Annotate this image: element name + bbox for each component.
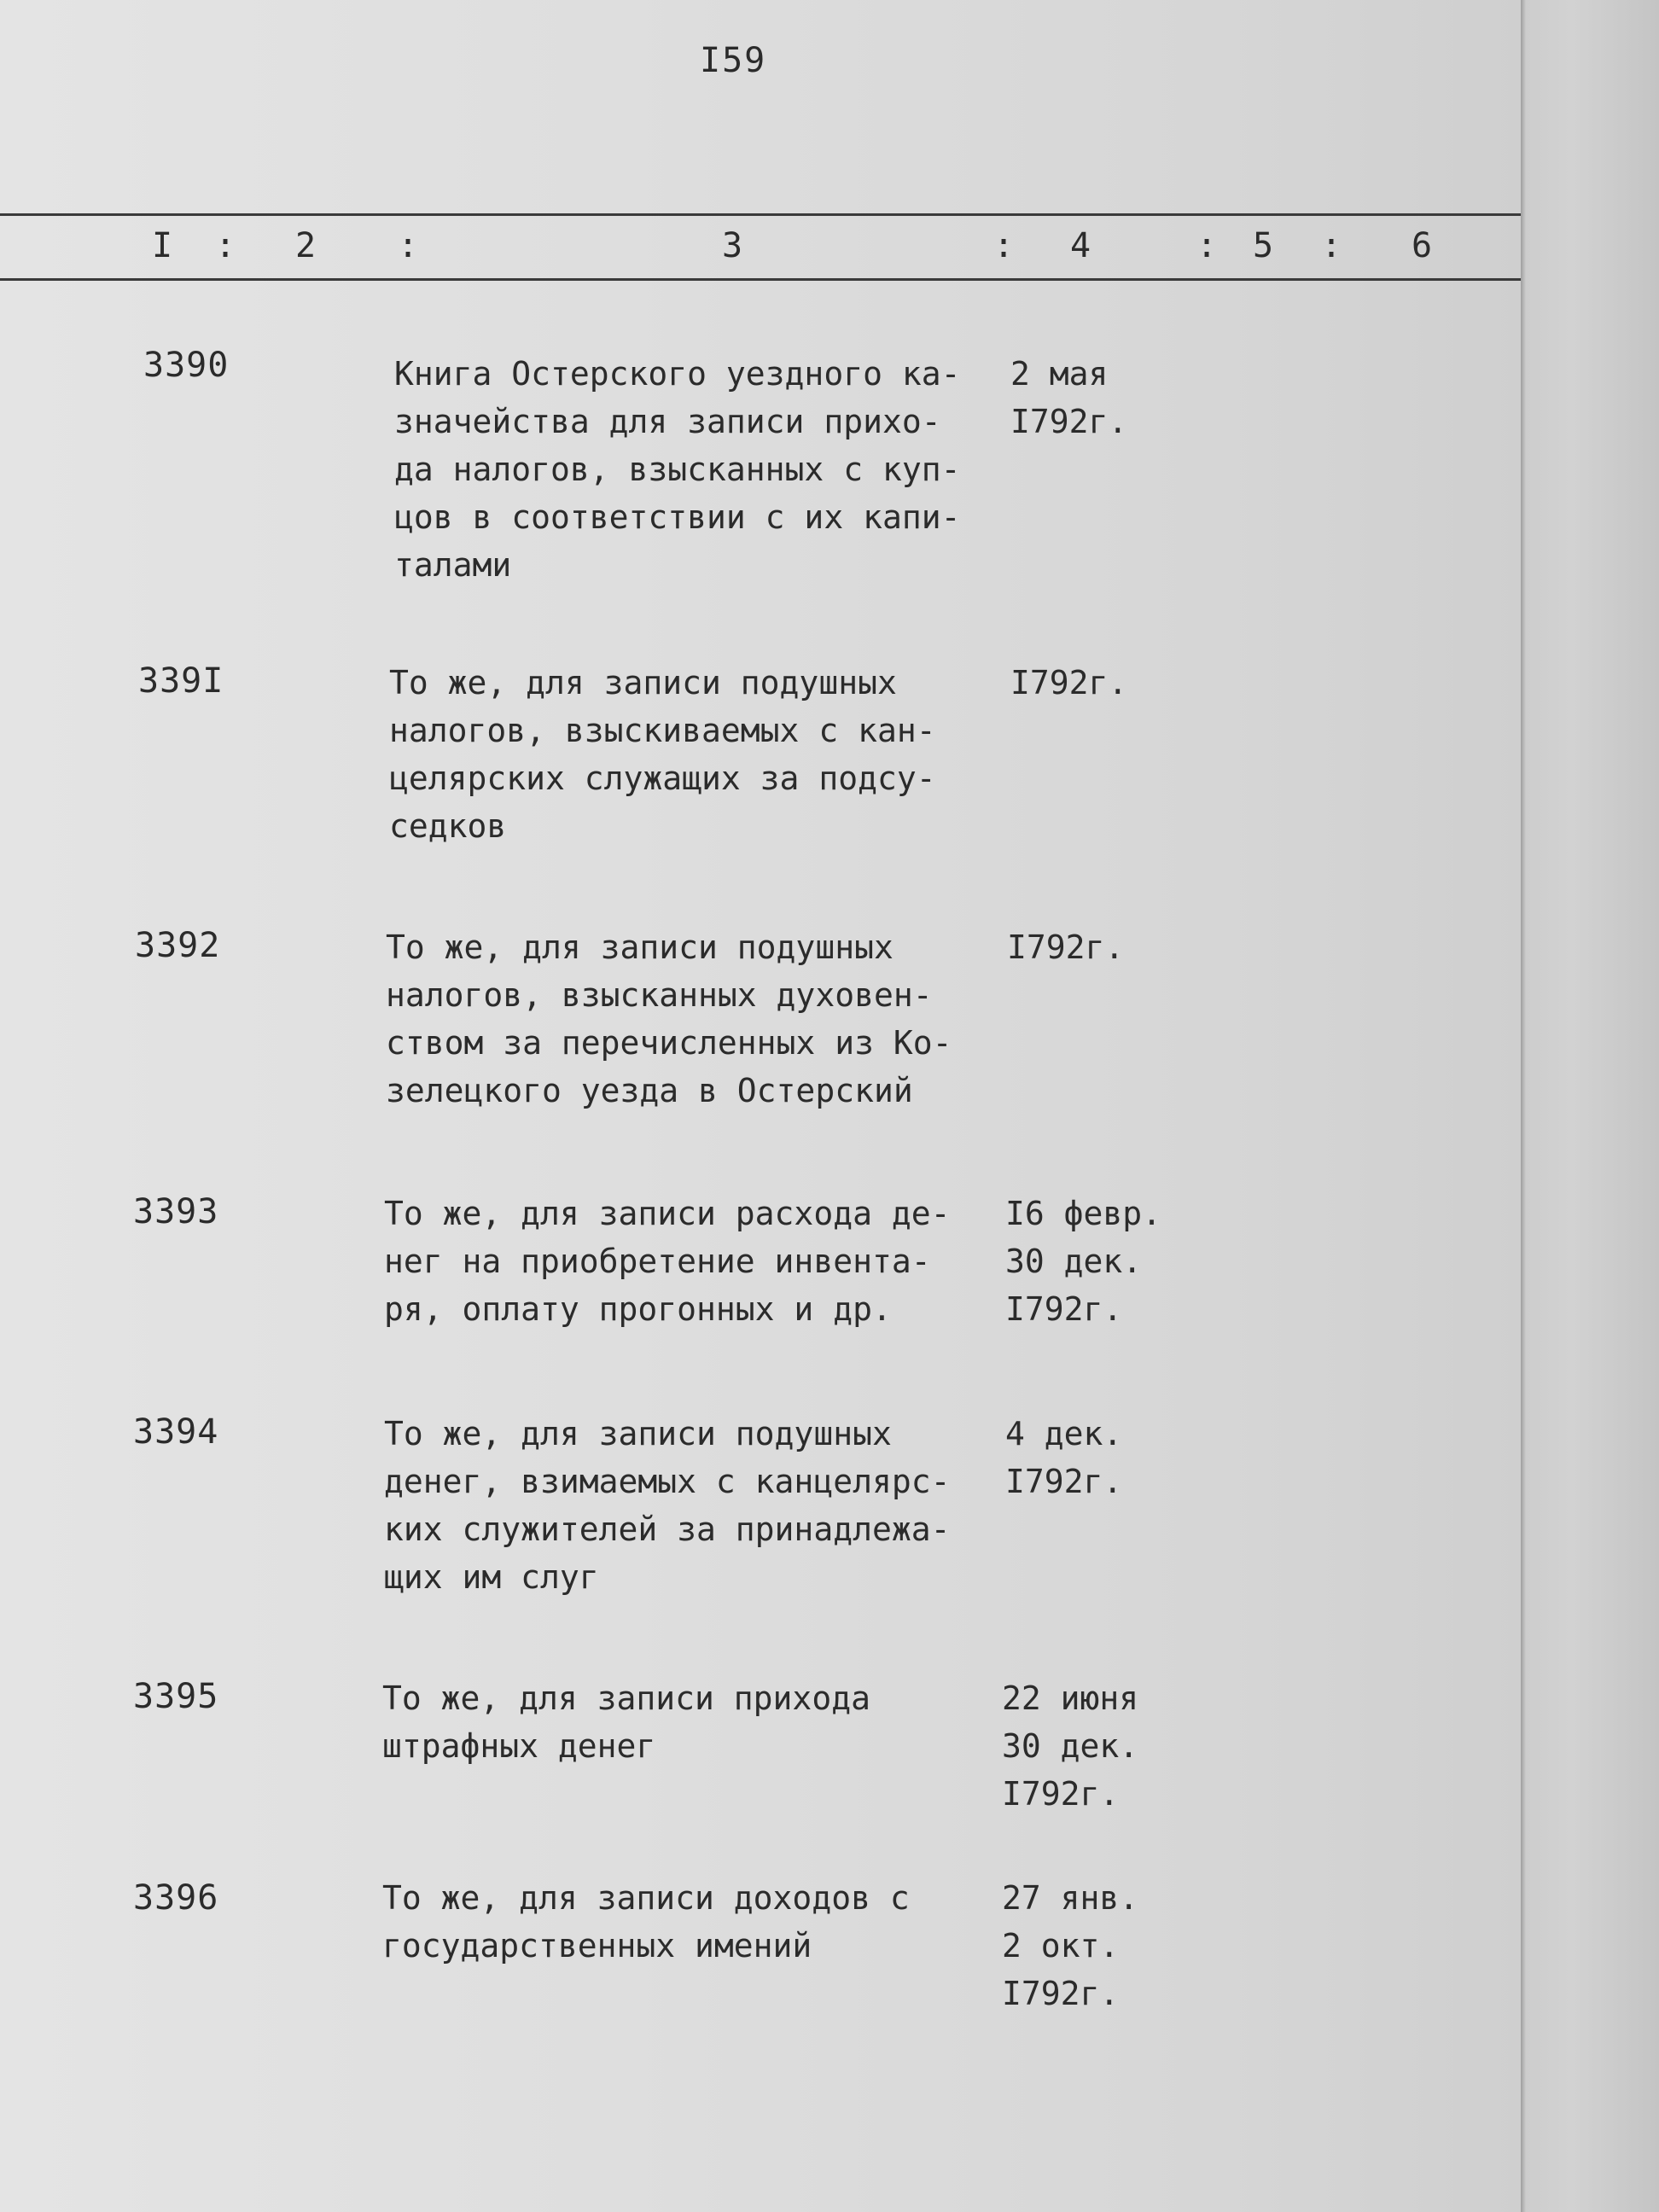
record-date: 22 июня 30 дек. I792г. [1002,1679,1139,1813]
column-header-3: 3 [722,226,743,265]
column-header-1: I [152,226,173,265]
record-number: 3390 [143,346,230,385]
header-rule-top [0,213,1521,216]
record-description: То же, для записи доходов с государственных имений [382,1879,910,1965]
record-date: 2 мая I792г. [1010,355,1128,440]
record-description: Книга Остерского уездного ка- значейства для записи прихо- да налогов, взысканных с куп- цов в соответствии с их капи- талами [394,355,961,584]
column-separator: : [993,226,1015,265]
column-header-2: 2 [295,226,317,265]
record-date: I792г. [1010,664,1128,701]
record-date: I6 февр. 30 дек. I792г. [1005,1195,1162,1328]
column-separator: : [398,226,419,265]
column-separator: : [1321,226,1342,265]
record-description: То же, для записи расхода де- нег на приобретение инвента- ря, оплату прогонных и др. [384,1195,951,1328]
column-header-4: 4 [1070,226,1091,265]
page-number: I59 [700,41,767,80]
record-number: 3395 [133,1677,219,1716]
column-header-6: 6 [1412,226,1433,265]
record-description: То же, для записи подушных налогов, взысканных духовен- ством за перечисленных из Ко- зелецкого уезда в Остерский [386,928,952,1109]
column-separator: : [1196,226,1218,265]
record-number: 3393 [133,1192,219,1231]
record-description: То же, для записи прихода штрафных денег [382,1679,870,1765]
record-date: 27 янв. 2 окт. I792г. [1002,1879,1139,2012]
record-number: 3392 [135,926,221,965]
record-number: 339I [138,661,224,701]
record-number: 3396 [133,1878,219,1918]
record-date: I792г. [1007,928,1125,966]
header-rule-bottom [0,278,1521,281]
column-header-5: 5 [1253,226,1274,265]
record-description: То же, для записи подушных денег, взимаемых с канцелярс- ких служителей за принадлежа- щих им слуг [384,1415,951,1596]
record-date: 4 дек. I792г. [1005,1415,1123,1500]
record-number: 3394 [133,1412,219,1452]
record-description: То же, для записи подушных налогов, взыскиваемых с кан- целярских служащих за подсу- седков [389,664,936,845]
column-separator: : [215,226,236,265]
page-edge [1521,0,1659,2212]
